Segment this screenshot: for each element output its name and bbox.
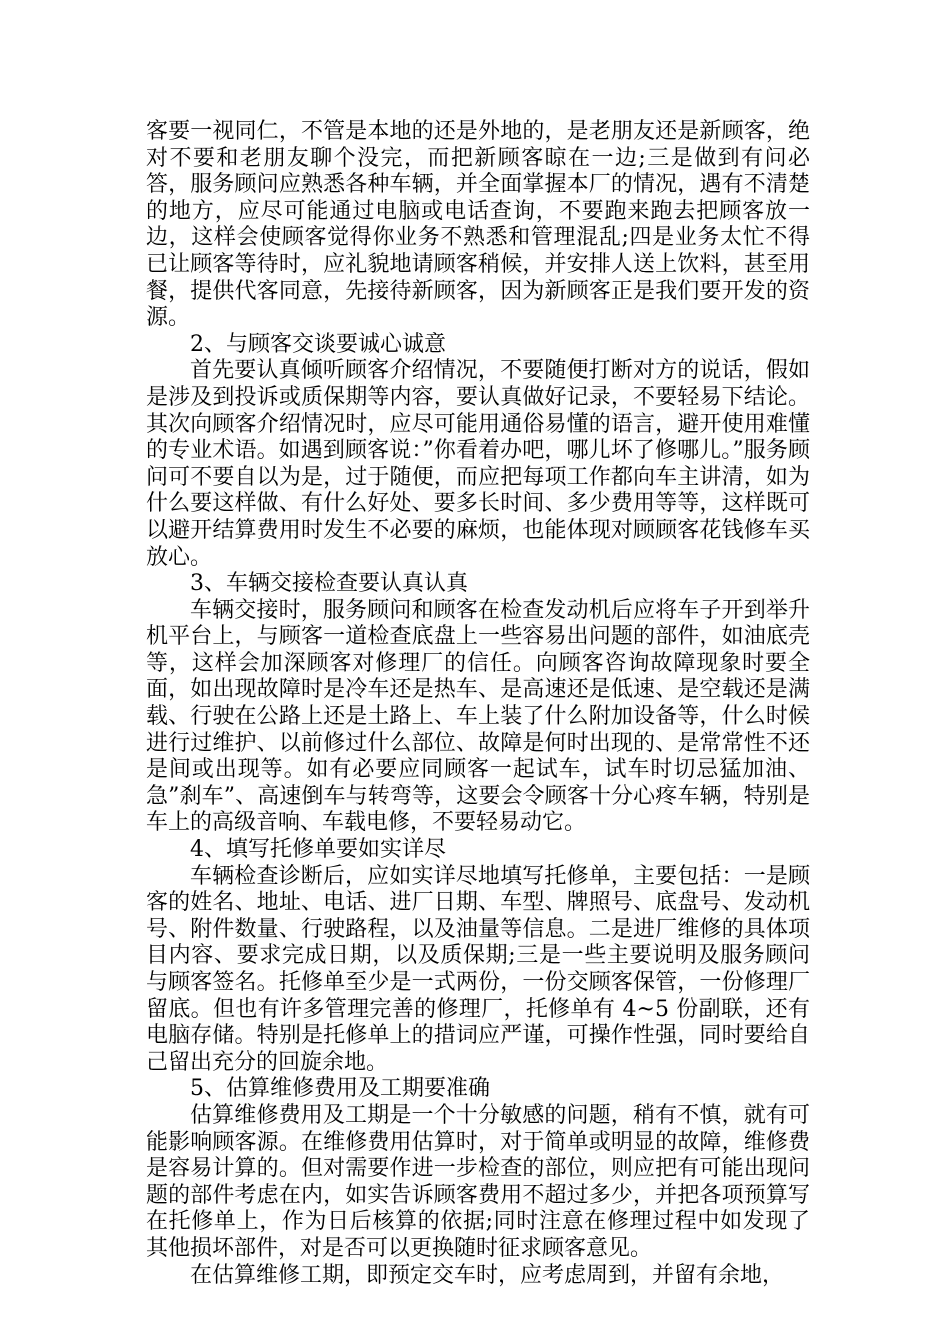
paragraph-section-3: 车辆交接时，服务顾问和顾客在检查发动机后应将车子开到举升机平台上，与顾客一道检查底盘上一些容易出问题的部件，如油底壳等，这样会加深顾客对修理厂的信任。向顾客咨询故障现象时要全面，如出现故障时是冷车还是热车、是高速还是低速、是空载还是满载、行驶在公路上还是土路上、车上装了什么附加设备等，什么时候进行过维护、以前修过什么部位、故障是何时出现的、是常常性不还是间或出现等。如有必要应同顾客一起试车，试车时切忌猛加油、急”刹车”、高速倒车与转弯等，这要会令顾客十分心疼车辆，特别是车上的高级音响、车载电修，不要轻易动它。 bbox=[146, 597, 810, 836]
section-heading-4: 4、填写托修单要如实详尽 bbox=[190, 837, 446, 863]
section-heading-5: 5、估算维修费用及工期要准确 bbox=[190, 1076, 490, 1102]
paragraph-continuation: 客要一视同仁，不管是本地的还是外地的，是老朋友还是新顾客，绝对不要和老朋友聊个没完，而把新顾客晾在一边;三是做到有问必答，服务顾问应熟悉各种车辆，并全面掌握本厂的情况，遇有不清楚的地方，应尽可能通过电脑或电话查询，不要跑来跑去把顾客放一边，这样会使顾客觉得你业务不熟悉和管理混乱;四是业务太忙不得已让顾客等待时，应礼貌地请顾客稍候，并安排人送上饮料，甚至用餐，提供代客同意，先接待新顾客，因为新顾客正是我们要开发的资源。 bbox=[146, 119, 810, 331]
paragraph-section-5-cont: 在估算维修工期，即预定交车时，应考虑周到，并留有余地， bbox=[190, 1262, 785, 1288]
section-heading-3: 3、车辆交接检查要认真认真 bbox=[190, 571, 468, 597]
paragraph-section-4: 车辆检查诊断后，应如实详尽地填写托修单，主要包括：一是顾客的姓名、地址、电话、进厂日期、车型、牌照号、底盘号、发动机号、附件数量、行驶路程，以及油量等信息。二是进厂维修的具体项目内容、要求完成日期，以及质保期;三是一些主要说明及服务顾问与顾客签名。托修单至少是一式两份，一份交顾客保管，一份修理厂留底。但也有许多管理完善的修理厂，托修单有 4~5 份副联，还有电脑存储。特别是托修单上的措词应严谨，可操作性强，同时要给自己留出充分的回旋余地。 bbox=[146, 863, 810, 1075]
section-heading-2: 2、与顾客交谈要诚心诚意 bbox=[190, 331, 446, 357]
document-body bbox=[146, 119, 810, 1289]
paragraph-section-5: 估算维修费用及工期是一个十分敏感的问题，稍有不慎，就有可能影响顾客源。在维修费用估算时，对于简单或明显的故障，维修费是容易计算的。但对需要作进一步检查的部位，则应把有可能出现问题的部件考虑在内，如实告诉顾客费用不超过多少，并把各项预算写在托修单上，作为日后核算的依据;同时注意在修理过程中如发现了其他损坏部件，对是否可以更换随时征求顾客意见。 bbox=[146, 1102, 810, 1261]
paragraph-section-2: 首先要认真倾听顾客介绍情况，不要随便打断对方的说话，假如是涉及到投诉或质保期等内容，要认真做好记录，不要轻易下结论。其次向顾客介绍情况时，应尽可能用通俗易懂的语言，避开使用难懂的专业术语。如遇到顾客说：”你看着办吧，哪儿坏了修哪儿。”服务顾问可不要自以为是，过于随便，而应把每项工作都向车主讲清，如为什么要这样做、有什么好处、要多长时间、多少费用等等，这样既可以避开结算费用时发生不必要的麻烦，也能体现对顾顾客花钱修车买放心。 bbox=[146, 358, 810, 570]
